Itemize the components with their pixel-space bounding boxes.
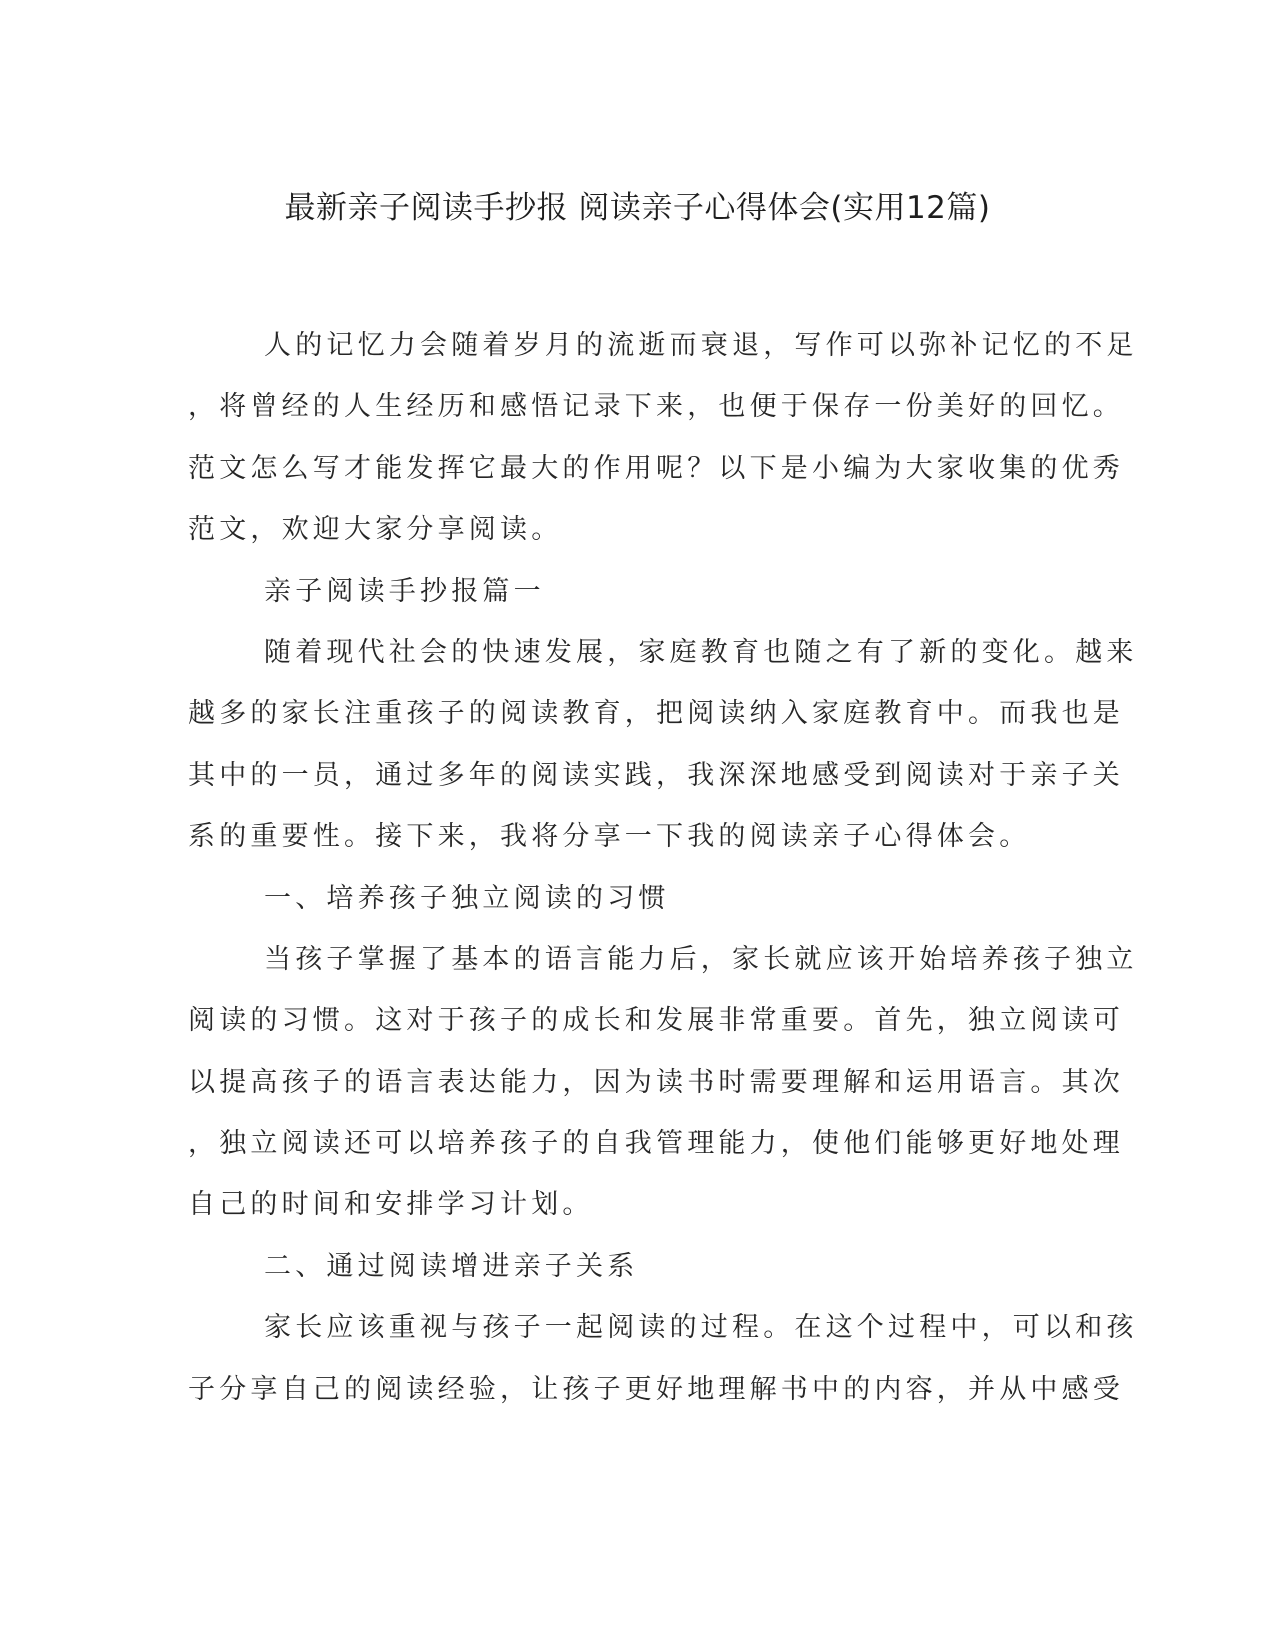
section-heading: 一、培养孩子独立阅读的习惯 — [264, 882, 670, 914]
section-heading: 亲子阅读手抄报篇一 — [264, 575, 545, 607]
text-line: ，将曾经的人生经历和感悟记录下来，也便于保存一份美好的回忆。 — [188, 391, 1124, 423]
text-line: 范文，欢迎大家分享阅读。 — [188, 514, 563, 546]
text-line: 自己的时间和安排学习计划。 — [188, 1189, 594, 1221]
text-line: 当孩子掌握了基本的语言能力后，家长就应该开始培养孩子独立 — [264, 943, 1138, 975]
text-line: ，独立阅读还可以培养孩子的自我管理能力，使他们能够更好地处理 — [188, 1128, 1124, 1160]
text-line: 范文怎么写才能发挥它最大的作用呢？以下是小编为大家收集的优秀 — [188, 452, 1124, 484]
document-title: 最新亲子阅读手抄报 阅读亲子心得体会(实用12篇) — [284, 190, 991, 226]
text-line: 阅读的习惯。这对于孩子的成长和发展非常重要。首先，独立阅读可 — [188, 1005, 1124, 1037]
text-line: 家长应该重视与孩子一起阅读的过程。在这个过程中，可以和孩 — [264, 1312, 1138, 1344]
text-line: 越多的家长注重孩子的阅读教育，把阅读纳入家庭教育中。而我也是 — [188, 698, 1124, 730]
text-line: 子分享自己的阅读经验，让孩子更好地理解书中的内容，并从中感受 — [188, 1373, 1124, 1405]
text-line: 系的重要性。接下来，我将分享一下我的阅读亲子心得体会。 — [188, 821, 1031, 853]
section-heading: 二、通过阅读增进亲子关系 — [264, 1250, 639, 1282]
text-line: 随着现代社会的快速发展，家庭教育也随之有了新的变化。越来 — [264, 636, 1138, 668]
text-line: 人的记忆力会随着岁月的流逝而衰退，写作可以弥补记忆的不足 — [264, 330, 1138, 361]
text-line: 其中的一员，通过多年的阅读实践，我深深地感受到阅读对于亲子关 — [188, 759, 1124, 791]
text-line: 以提高孩子的语言表达能力，因为读书时需要理解和运用语言。其次 — [188, 1066, 1124, 1098]
document-body — [188, 326, 1138, 1431]
